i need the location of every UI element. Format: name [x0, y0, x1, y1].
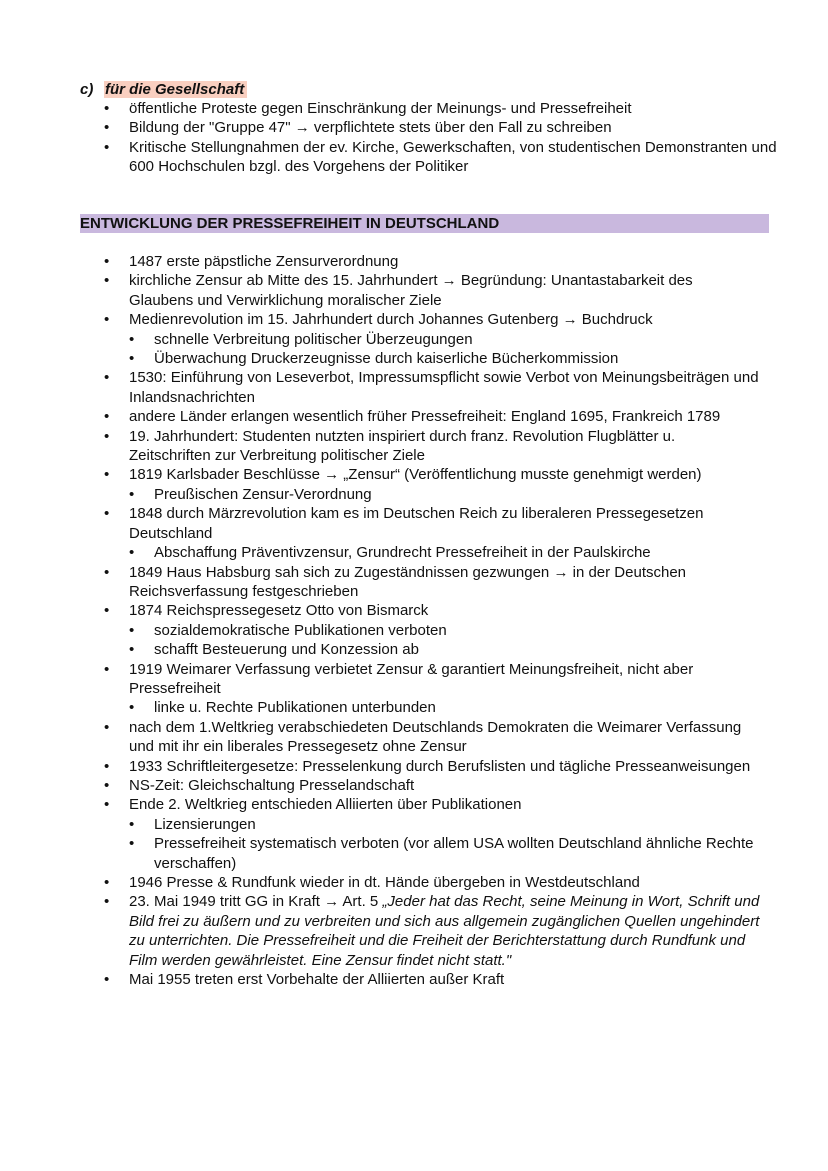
- list-item-text: 23. Mai 1949 tritt GG in Kraft → Art. 5: [129, 893, 383, 911]
- bullet-icon: •: [104, 427, 110, 445]
- article-5-quote: „Jeder hat das Recht, seine Meinung in Wort, Schrift und Bild frei zu äußern und zu verbreiten und sich aus allgemein zugänglichen Quellen ungehindert zu unterrichten. Die Pressefreiheit und die Freiheit der Berichterstattung durch Rundfunk und Film werden gewährleistet. Eine Zensur findet nicht statt.": [129, 893, 760, 969]
- list-item: [80, 99, 780, 118]
- sub-list-item-text: schnelle Verbreitung politischer Überzeugungen: [154, 330, 473, 348]
- list-item: [80, 407, 760, 426]
- sub-list-item-text: Abschaffung Präventivzensur, Grundrecht Pressefreiheit in der Paulskirche: [154, 544, 651, 562]
- bullet-icon: •: [129, 621, 135, 639]
- list-item-text: 1919 Weimarer Verfassung verbietet Zensur & garantiert Meinungsfreiheit, nicht aber Pressefreiheit: [129, 660, 694, 697]
- list-item-text: 1530: Einführung von Leseverbot, Impressumspflicht sowie Verbot von Meinungsbeiträgen und Inlandsnachrichten: [129, 369, 759, 406]
- sub-list-item-text: sozialdemokratische Publikationen verboten: [154, 621, 447, 639]
- bullet-icon: •: [129, 699, 135, 717]
- bullet-icon: •: [104, 369, 110, 387]
- bullet-icon: •: [104, 311, 110, 329]
- bullet-icon: •: [104, 796, 110, 814]
- list-item: [80, 138, 780, 177]
- sub-list-item-text: Lizensierungen: [154, 815, 256, 833]
- bullet-icon: •: [104, 119, 110, 137]
- section-letter: c): [80, 81, 94, 98]
- section-society: [80, 80, 780, 177]
- bullet-icon: •: [129, 350, 135, 368]
- bullet-icon: •: [104, 563, 110, 581]
- sub-list-item: [80, 834, 760, 873]
- bullet-icon: •: [104, 466, 110, 484]
- bullet-icon: •: [104, 718, 110, 736]
- bullet-icon: •: [104, 408, 110, 426]
- sub-list-item-text: Überwachung Druckerzeugnisse durch kaiserliche Bücherkommission: [154, 350, 619, 368]
- bullet-icon: •: [129, 835, 135, 853]
- list-item-text: öffentliche Proteste gegen Einschränkung der Meinungs- und Pressefreiheit: [129, 100, 632, 117]
- list-item: [80, 795, 760, 814]
- list-item: [80, 427, 760, 466]
- sub-list-item: [80, 543, 760, 562]
- list-item-text: 19. Jahrhundert: Studenten nutzten inspiriert durch franz. Revolution Flugblätter u. Zeitschriften zur Verbreitung politischer Ziele: [129, 427, 676, 465]
- list-item: [80, 892, 760, 970]
- sub-list-item-text: linke u. Rechte Publikationen unterbunden: [154, 699, 436, 717]
- bullet-icon: •: [104, 505, 110, 523]
- list-item-text: Medienrevolution im 15. Jahrhundert durch Johannes Gutenberg → Buchdruck: [129, 311, 653, 329]
- list-item: [80, 118, 780, 137]
- list-item-text: 1819 Karlsbader Beschlüsse → „Zensur“ (Veröffentlichung musste genehmigt werden): [129, 466, 702, 484]
- history-heading: ENTWICKLUNG DER PRESSEFREIHEIT IN DEUTSCHLAND: [80, 214, 769, 233]
- bullet-icon: •: [129, 544, 135, 562]
- list-item: [80, 465, 760, 484]
- sub-list-item-text: Pressefreiheit systematisch verboten (vor allem USA wollten Deutschland ähnliche Rechte verschaffen): [154, 835, 754, 872]
- history-list: [80, 252, 760, 989]
- list-item: [80, 368, 760, 407]
- bullet-icon: •: [104, 138, 110, 156]
- sub-list-item: [80, 330, 760, 349]
- list-item: [80, 970, 760, 989]
- sub-list-item-text: Preußischen Zensur-Verordnung: [154, 485, 372, 503]
- list-item-text: Kritische Stellungnahmen der ev. Kirche, Gewerkschaften, von studentischen Demonstranten und 600 Hochschulen bzgl. des Vorgehens der Politiker: [129, 138, 777, 176]
- bullet-icon: •: [129, 641, 135, 659]
- sub-list-item: [80, 815, 760, 834]
- list-item: [80, 504, 760, 543]
- bullet-icon: •: [104, 253, 110, 270]
- list-item: [80, 601, 760, 620]
- bullet-icon: •: [104, 660, 110, 678]
- bullet-icon: •: [104, 100, 110, 117]
- sub-list-item-text: schafft Besteuerung und Konzession ab: [154, 641, 419, 659]
- list-item-text: 1849 Haus Habsburg sah sich zu Zugeständnissen gezwungen → in der Deutschen Reichsverfassung festgeschrieben: [129, 563, 687, 600]
- list-item-text: NS-Zeit: Gleichschaltung Presselandschaft: [129, 776, 415, 794]
- list-item-text: 1933 Schriftleitergesetze: Presselenkung durch Berufslisten und tägliche Presseanweisungen: [129, 757, 751, 775]
- sub-list-item: [80, 640, 760, 659]
- bullet-icon: •: [104, 757, 110, 775]
- bullet-icon: •: [129, 330, 135, 348]
- list-item-text: nach dem 1.Weltkrieg verabschiedeten Deutschlands Demokraten die Weimarer Verfassung und mit ihr ein liberales Pressegesetz ohne Zensur: [129, 718, 742, 756]
- bullet-icon: •: [104, 776, 110, 794]
- section-title-highlighted: für die Gesellschaft: [104, 81, 247, 98]
- list-item: [80, 873, 760, 892]
- list-item-text: Ende 2. Weltkrieg entschieden Alliierten über Publikationen: [129, 796, 522, 814]
- sub-list-item: [80, 621, 760, 640]
- list-item: [80, 310, 760, 329]
- bullet-icon: •: [129, 485, 135, 503]
- list-item-text: Bildung der "Gruppe 47" → verpflichtete stets über den Fall zu schreiben: [129, 119, 612, 137]
- list-item-text: 1487 erste päpstliche Zensurverordnung: [129, 253, 399, 270]
- list-item-text: 1848 durch Märzrevolution kam es im Deutschen Reich zu liberaleren Pressegesetzen Deutschland: [129, 505, 704, 542]
- list-item: [80, 271, 760, 310]
- sub-list-item: [80, 698, 760, 717]
- list-item-text: kirchliche Zensur ab Mitte des 15. Jahrhundert → Begründung: Unantastabarkeit des Glaubens und Verwirklichung moralischer Ziele: [129, 272, 693, 309]
- list-item: [80, 563, 760, 602]
- list-item-text: andere Länder erlangen wesentlich früher Pressefreiheit: England 1695, Frankreich 1789: [129, 408, 721, 426]
- bullet-icon: •: [104, 272, 110, 290]
- bullet-icon: •: [104, 874, 110, 891]
- list-item: [80, 252, 760, 271]
- list-item: [80, 776, 760, 795]
- sub-list-item: [80, 485, 760, 504]
- list-item: [80, 660, 760, 699]
- bullet-icon: •: [104, 602, 110, 620]
- list-item: [80, 718, 760, 757]
- bullet-icon: •: [104, 971, 110, 989]
- list-item-text: 1946 Presse & Rundfunk wieder in dt. Hände übergeben in Westdeutschland: [129, 874, 640, 891]
- list-item-text: Mai 1955 treten erst Vorbehalte der Alliierten außer Kraft: [129, 971, 505, 989]
- list-item-text: 1874 Reichspressegesetz Otto von Bismarck: [129, 602, 429, 620]
- sub-list-item: [80, 349, 760, 368]
- bullet-icon: •: [129, 815, 135, 833]
- society-list: [80, 99, 780, 177]
- section-heading: [80, 80, 780, 99]
- bullet-icon: •: [104, 893, 110, 911]
- list-item: [80, 757, 760, 776]
